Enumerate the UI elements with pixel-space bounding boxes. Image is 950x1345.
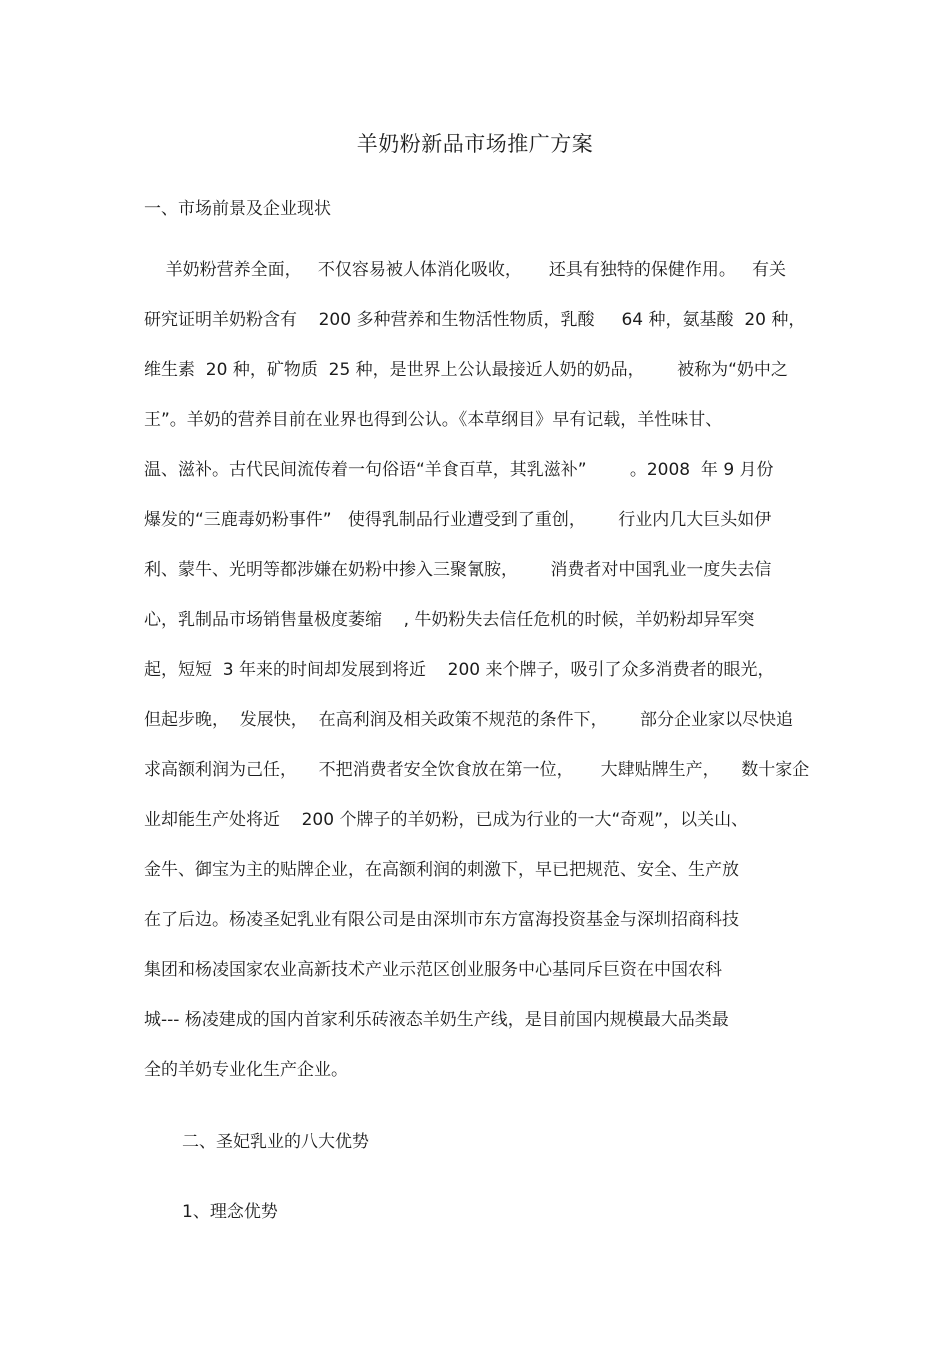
paragraph-line: 在了后边。杨凌圣妃乳业有限公司是由深圳市东方富海投资基金与深圳招商科技 — [144, 910, 739, 930]
subsection-heading-1: 1、理念优势 — [182, 1202, 278, 1222]
paragraph-line: 起，短短 3 年来的时间却发展到将近 200 来个牌子，吸引了众多消费者的眼光， — [144, 660, 775, 680]
paragraph-line: 爆发的“三鹿毒奶粉事件” 使得乳制品行业遭受到了重创， 行业内几大巨头如伊 — [144, 510, 772, 530]
paragraph-line: 利、蒙牛、光明等都涉嫌在奶粉中掺入三聚氰胺， 消费者对中国乳业一度失去信 — [144, 560, 772, 580]
paragraph-line: 城--- 杨凌建成的国内首家利乐砖液态羊奶生产线，是目前国内规模最大品类最 — [144, 1010, 729, 1030]
paragraph-line: 业却能生产处将近 200 个牌子的羊奶粉，已成为行业的一大“奇观”，以关山、 — [144, 810, 749, 830]
paragraph-line: 研究证明羊奶粉含有 200 多种营养和生物活性物质，乳酸 64 种，氨基酸 20 种， — [144, 310, 806, 330]
paragraph-line: 求高额利润为己任， 不把消费者安全饮食放在第一位， 大肆贴牌生产， 数十家企 — [144, 760, 810, 780]
paragraph-line: 全的羊奶专业化生产企业。 — [144, 1060, 348, 1080]
paragraph-line: 维生素 20 种，矿物质 25 种，是世界上公认最接近人奶的奶品， 被称为“奶中之 — [144, 360, 788, 380]
section-heading-2: 二、圣妃乳业的八大优势 — [182, 1132, 369, 1152]
paragraph-line: 温、滋补。古代民间流传着一句俗语“羊食百草，其乳滋补” 。2008 年 9 月份 — [144, 460, 774, 480]
paragraph-line: 心，乳制品市场销售量极度萎缩 , 牛奶粉失去信任危机的时候，羊奶粉却异军突 — [144, 610, 755, 630]
paragraph-line: 羊奶粉营养全面， 不仅容易被人体消化吸收， 还具有独特的保健作用。 有关 — [144, 260, 787, 280]
paragraph-line: 王”。羊奶的营养目前在业界也得到公认。《本草纲目》早有记载，羊性味甘、 — [144, 410, 723, 430]
section-heading-1: 一、市场前景及企业现状 — [144, 199, 331, 219]
document-title: 羊奶粉新品市场推广方案 — [356, 132, 594, 156]
paragraph-line: 集团和杨凌国家农业高新技术产业示范区创业服务中心基同斥巨资在中国农科 — [144, 960, 722, 980]
paragraph-line: 但起步晚， 发展快， 在高利润及相关政策不规范的条件下， 部分企业家以尽快追 — [144, 710, 794, 730]
paragraph-line: 金牛、御宝为主的贴牌企业，在高额利润的刺激下，早已把规范、安全、生产放 — [144, 860, 739, 880]
